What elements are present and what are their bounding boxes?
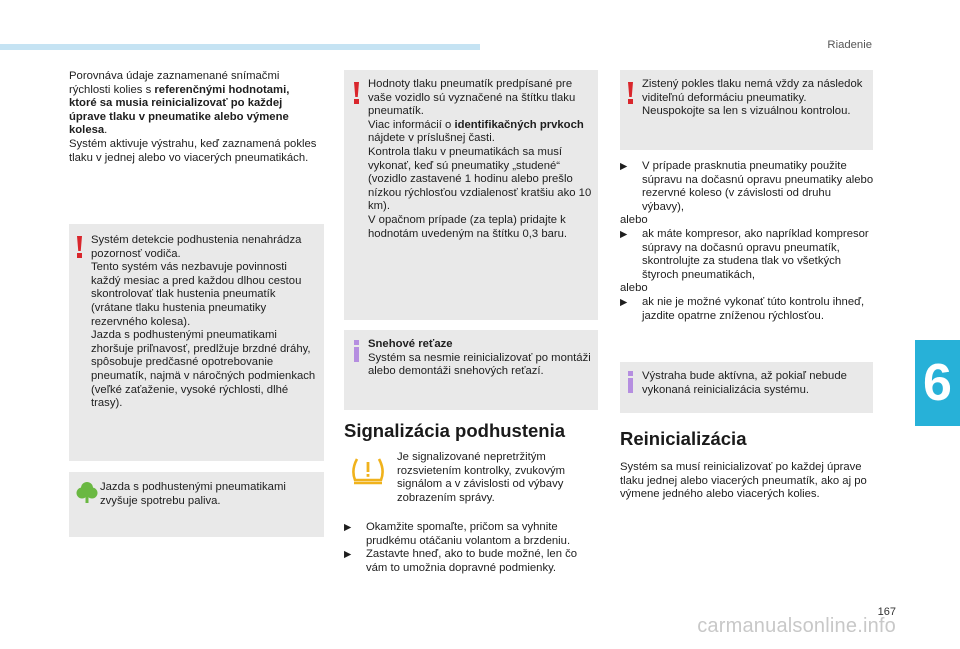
eco-box <box>69 472 324 537</box>
list-item: ▶ Zastavte hneď, ako to bude možné, len čo vám to umožnia dopravné podmienky. <box>344 548 578 574</box>
reinit-info-text: Výstraha bude aktívna, až pokiaľ nebude vykonaná reinicializácia systému. <box>642 370 847 396</box>
exclamation-icon <box>628 82 634 104</box>
action-list <box>620 160 874 323</box>
signal-text: Je signalizované nepretržitým rozsvietením kontrolky, zvukovým signálom a v závislosti od výbavy zobrazením správy. <box>397 451 566 504</box>
info-icon <box>628 371 634 393</box>
info-box-snow-chains <box>344 330 598 410</box>
list-item: ▶ ak máte kompresor, ako napríklad kompresor súpravy na dočasnú opravu pneumatík, skontrolujte za studena tlak vo všetkých štyroch pneumatikách, <box>620 227 869 281</box>
arrow-right-icon: ▶ <box>344 522 352 533</box>
or-separator: alebo <box>620 282 648 295</box>
section-title: Riadenie <box>827 39 872 51</box>
watermark: carmanualsonline.info <box>697 615 896 637</box>
exclamation-icon <box>77 236 83 258</box>
deformation-text: Zistený pokles tlaku nemá vždy za následok viditeľnú deformáciu pneumatiky. Neuspokojte sa len s vizuálnou kontrolou. <box>642 78 863 118</box>
list-item: ▶ V prípade prasknutia pneumatiky použite súpravu na dočasnú opravu pneumatiky alebo rezervné koleso (v závislosti od druhu výbavy), <box>620 160 874 213</box>
intro-text-pre: Porovnáva údaje zaznamenané snímačmi rýchlosti kolies s <box>69 70 280 96</box>
header-bar <box>0 44 480 50</box>
warning-line-1: Systém detekcie podhustenia nenahrádza pozornosť vodiča. <box>91 234 302 260</box>
warning-box-pressure <box>344 70 598 320</box>
reinit-text: Systém sa musí reinicializovať po každej úprave tlaku jednej alebo viacerých pneumatík, ako aj po výmene jedného alebo viacerých kolies. <box>620 461 867 501</box>
list-item: ▶ Okamžite spomaľte, pričom sa vyhnite prudkému otáčaniu volantom a brzdeniu. <box>344 521 571 547</box>
pressure-line-2-post: nájdete v príslušnej časti. <box>368 132 495 145</box>
col1-intro <box>69 70 319 165</box>
list-item: ▶ ak nie je možné vykonať túto kontrolu ihneď, jazdite opatrne zníženou rýchlosťou. <box>620 295 865 322</box>
arrow-right-icon: ▶ <box>344 549 352 561</box>
snow-chains-title: Snehové reťaze <box>368 338 453 350</box>
pressure-line-2-pre: Viac informácií o <box>368 118 455 131</box>
snow-chains-text: Systém sa nesmie reinicializovať po montáži alebo demontáži snehových reťazí. <box>368 351 591 378</box>
arrow-right-icon: ▶ <box>620 296 628 308</box>
tire-pressure-warning-icon <box>350 456 386 486</box>
info-box-reinit <box>620 362 873 413</box>
warning-box-deformation <box>620 70 873 150</box>
chapter-tab: 6 <box>915 340 960 426</box>
intro-text-post: . <box>104 124 108 137</box>
pressure-line-4: V opačnom prípade (za tepla) pridajte k hodnotám uvedeným na štítku 0,3 baru. <box>368 213 568 240</box>
pressure-line-1: Hodnoty tlaku pneumatík predpísané pre vaše vozidlo sú vyznačené na štítku tlaku pneumatík. <box>368 78 576 118</box>
tree-icon <box>76 481 98 503</box>
pressure-line-3: Kontrola tlaku v pneumatikách sa musí vykonať, keď sú pneumatiky „studené“ (vozidlo zastavené 1 hodinu alebo prešlo nízkou rýchlosťou vzdialenosť kratšiu ako 10 km). <box>368 145 592 213</box>
warning-line-3: Jazda s podhustenými pneumatikami zhoršuje priľnavosť, predlžuje brzdné dráhy, spôsobuje predčasné opotrebovanie pneumatík, najmä v náročných podmienkach (veľké zaťaženie, vysoké rýchlosti, dlhé trasy). <box>91 329 316 410</box>
arrow-right-icon: ▶ <box>620 161 628 172</box>
warning-line-2: Tento systém vás nezbavuje povinnosti každý mesiac a pred každou dlhou cestou skontrolovať tlak hustenia pneumatík (vrátane tlaku hustenia pneumatiky rezervného kolesa). <box>91 261 302 328</box>
pressure-line-2-bold: identifikačných prvkoch <box>454 118 584 131</box>
exclamation-icon <box>354 82 360 104</box>
heading-signalizacia: Signalizácia podhustenia <box>344 420 566 441</box>
arrow-right-icon: ▶ <box>620 228 628 240</box>
warning-box-detection <box>69 224 324 461</box>
signal-bullets <box>344 521 596 575</box>
intro-text-2: Systém aktivuje výstrahu, keď zaznamená pokles tlaku v jednej alebo vo viacerých pneumatikách. <box>69 137 317 164</box>
eco-text: Jazda s podhustenými pneumatikami zvyšuje spotrebu paliva. <box>100 481 286 507</box>
intro-text-bold: referenčnými hodnotami, ktoré sa musia reinicializovať po každej úprave tlaku v pneumatike alebo výmene kolesa <box>69 83 290 137</box>
or-separator: alebo <box>620 214 648 227</box>
info-icon <box>354 340 360 362</box>
heading-reinicializacia: Reinicializácia <box>620 428 747 449</box>
page-number: 167 <box>877 606 896 618</box>
